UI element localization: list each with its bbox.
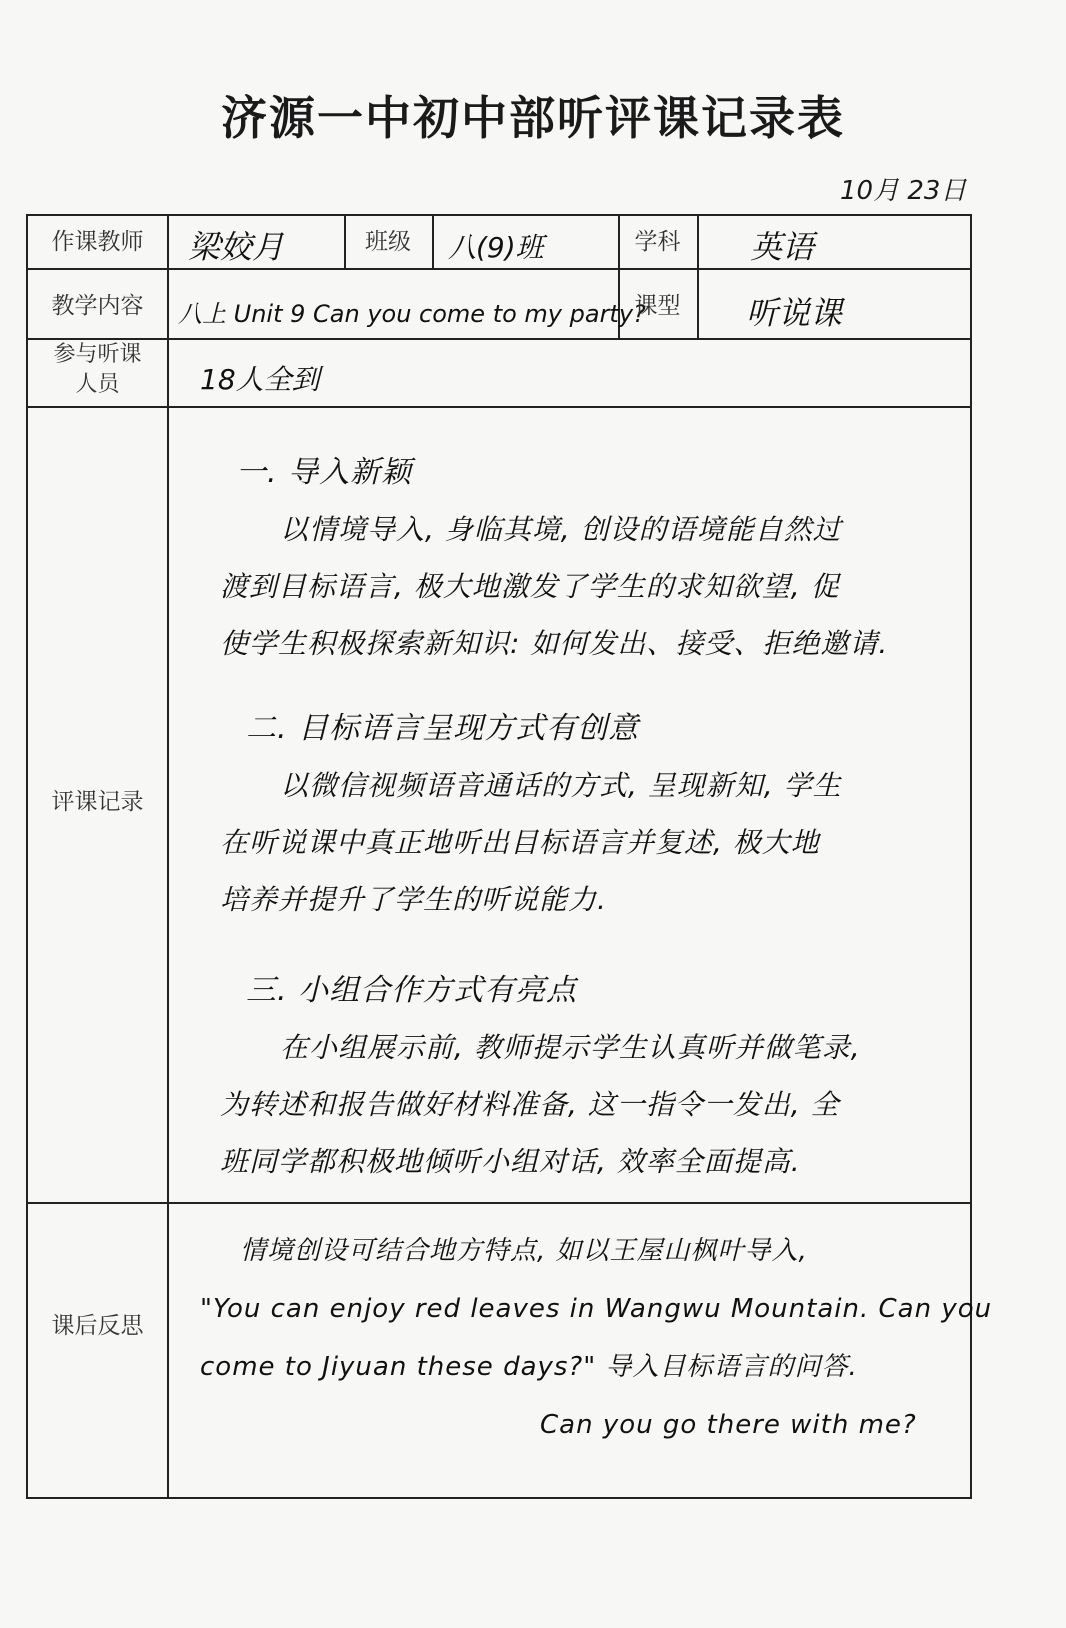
attendees-label	[28, 340, 167, 400]
record-form	[26, 214, 993, 1499]
date: 10月 23日	[840, 176, 967, 206]
section-heading: 三. 小组合作方式有亮点	[246, 973, 578, 1008]
section-line: 以情境导入, 身临其境, 创设的语境能自然过	[280, 513, 842, 546]
row-divider	[28, 338, 971, 340]
column-divider	[697, 216, 699, 338]
section-line: 培养并提升了学生的听说能力.	[220, 883, 607, 916]
evaluation-label: 评课记录	[51, 789, 144, 815]
type-value: 听说课	[746, 294, 843, 332]
attendees-value: 18人全到	[200, 363, 320, 396]
content-label: 教学内容	[51, 293, 144, 319]
section-line: 以微信视频语音通话的方式, 呈现新知, 学生	[280, 769, 842, 802]
reflection-label: 课后反思	[51, 1313, 144, 1339]
subject-value: 英语	[750, 228, 815, 266]
section-line: 班同学都积极地倾听小组对话, 效率全面提高.	[220, 1145, 801, 1178]
section-heading: 二. 目标语言呈现方式有创意	[246, 711, 640, 746]
attendees-label-line1: 参与听课	[53, 342, 142, 367]
evaluation-section-2	[220, 700, 842, 928]
page-title: 济源一中初中部听评课记录表	[221, 91, 845, 145]
reflection-text	[200, 1222, 992, 1454]
attendees-label-line2: 人员	[75, 372, 120, 397]
section-line: 在小组展示前, 教师提示学生认真听并做笔录,	[280, 1031, 861, 1064]
reflection-line: Can you go there with me?	[540, 1410, 917, 1440]
teacher-label: 作课教师	[51, 229, 144, 255]
teacher-value: 梁姣月	[188, 228, 285, 266]
content-value: 八上 Unit 9 Can you come to my party?	[178, 300, 646, 328]
row-divider	[28, 268, 971, 270]
column-divider	[167, 216, 169, 1499]
column-divider	[432, 216, 434, 268]
reflection-line: come to Jiyuan these days?" 导入目标语言的问答.	[200, 1352, 858, 1382]
section-heading: 一. 导入新颖	[236, 455, 413, 490]
subject-label: 学科	[634, 229, 681, 255]
class-value: 八(9)班	[448, 231, 544, 264]
evaluation-section-1	[220, 444, 888, 672]
row-divider	[28, 406, 971, 408]
row-divider	[28, 1202, 971, 1204]
reflection-line: "You can enjoy red leaves in Wangwu Mountain. Can you	[200, 1294, 993, 1324]
reflection-line: 情境创设可结合地方特点, 如以王屋山枫叶导入,	[240, 1236, 808, 1266]
section-line: 在听说课中真正地听出目标语言并复述, 极大地	[220, 826, 820, 859]
evaluation-section-3	[220, 962, 861, 1190]
section-line: 渡到目标语言, 极大地激发了学生的求知欲望, 促	[220, 570, 840, 603]
section-line: 为转述和报告做好材料准备, 这一指令一发出, 全	[220, 1088, 840, 1121]
section-line: 使学生积极探索新知识: 如何发出、接受、拒绝邀请.	[220, 627, 889, 660]
class-label: 班级	[365, 229, 411, 255]
type-label: 课型	[634, 293, 681, 319]
